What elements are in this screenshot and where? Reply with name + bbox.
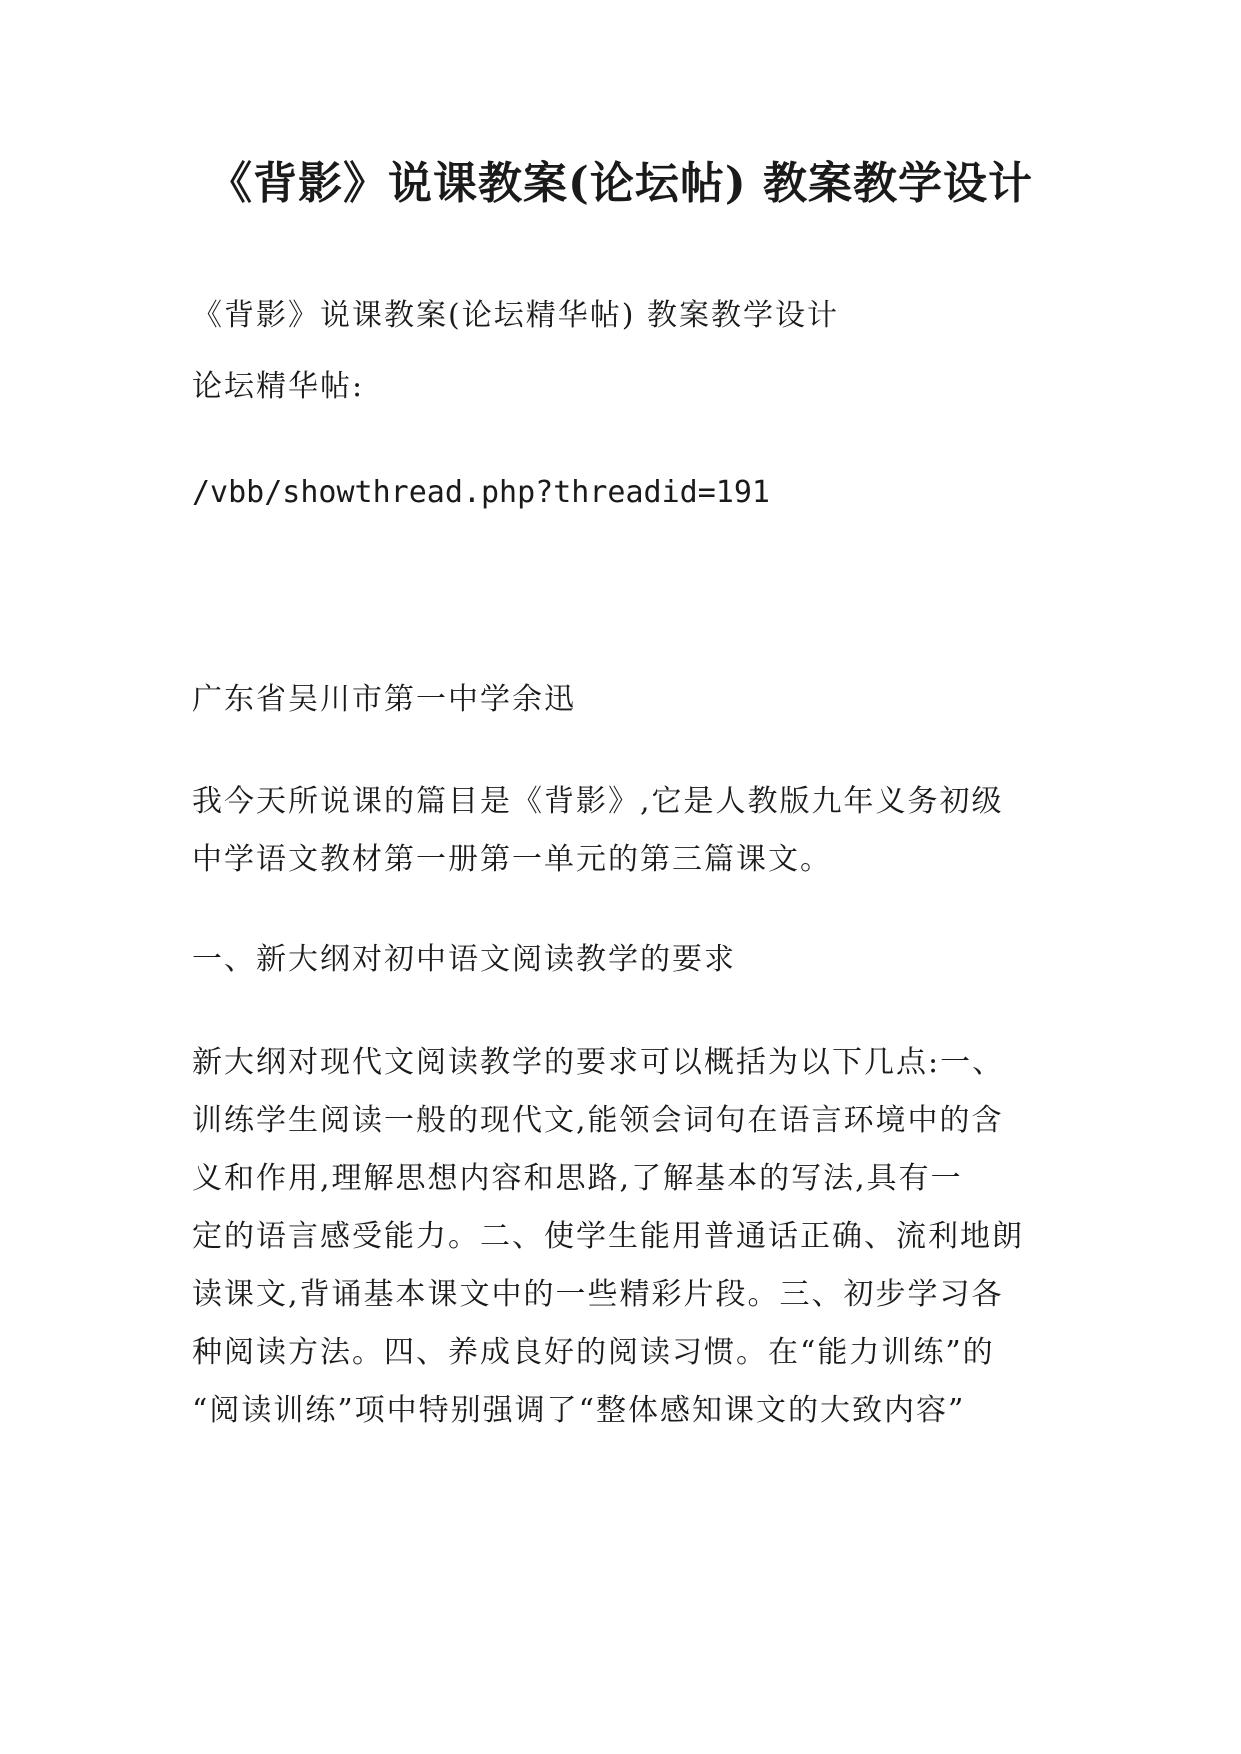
document-title: 《背影》说课教案(论坛帖) 教案教学设计 — [208, 158, 1033, 209]
document-subtitle: 《背影》说课教案(论坛精华帖) 教案教学设计 — [192, 298, 839, 333]
paragraph-line: “阅读训练”项中特别强调了“整体感知课文的大致内容” — [192, 1393, 966, 1428]
paragraph-line: 训练学生阅读一般的现代文,能领会词句在语言环境中的含 — [192, 1103, 1004, 1138]
section-heading: 一、新大纲对初中语文阅读教学的要求 — [192, 942, 736, 977]
intro-paragraph — [192, 773, 1092, 889]
intro-line: 我今天所说课的篇目是《背影》,它是人教版九年义务初级 — [192, 784, 1004, 819]
author-line: 广东省吴川市第一中学余迅 — [192, 682, 576, 717]
forum-label: 论坛精华帖: — [192, 369, 365, 404]
paragraph-line: 种阅读方法。四、养成良好的阅读习惯。在“能力训练”的 — [192, 1335, 995, 1370]
paragraph-line: 义和作用,理解思想内容和思路,了解基本的写法,具有一 — [192, 1161, 963, 1196]
paragraph-line: 定的语言感受能力。二、使学生能用普通话正确、流利地朗 — [192, 1219, 1024, 1254]
paragraph-line: 读课文,背诵基本课文中的一些精彩片段。三、初步学习各 — [192, 1277, 1004, 1312]
intro-line: 中学语文教材第一册第一单元的第三篇课文。 — [192, 842, 832, 877]
section-paragraph — [192, 1034, 1092, 1440]
paragraph-line: 新大纲对现代文阅读教学的要求可以概括为以下几点:一、 — [192, 1045, 1005, 1080]
forum-url: /vbb/showthread.php?threadid=191 — [192, 475, 770, 510]
